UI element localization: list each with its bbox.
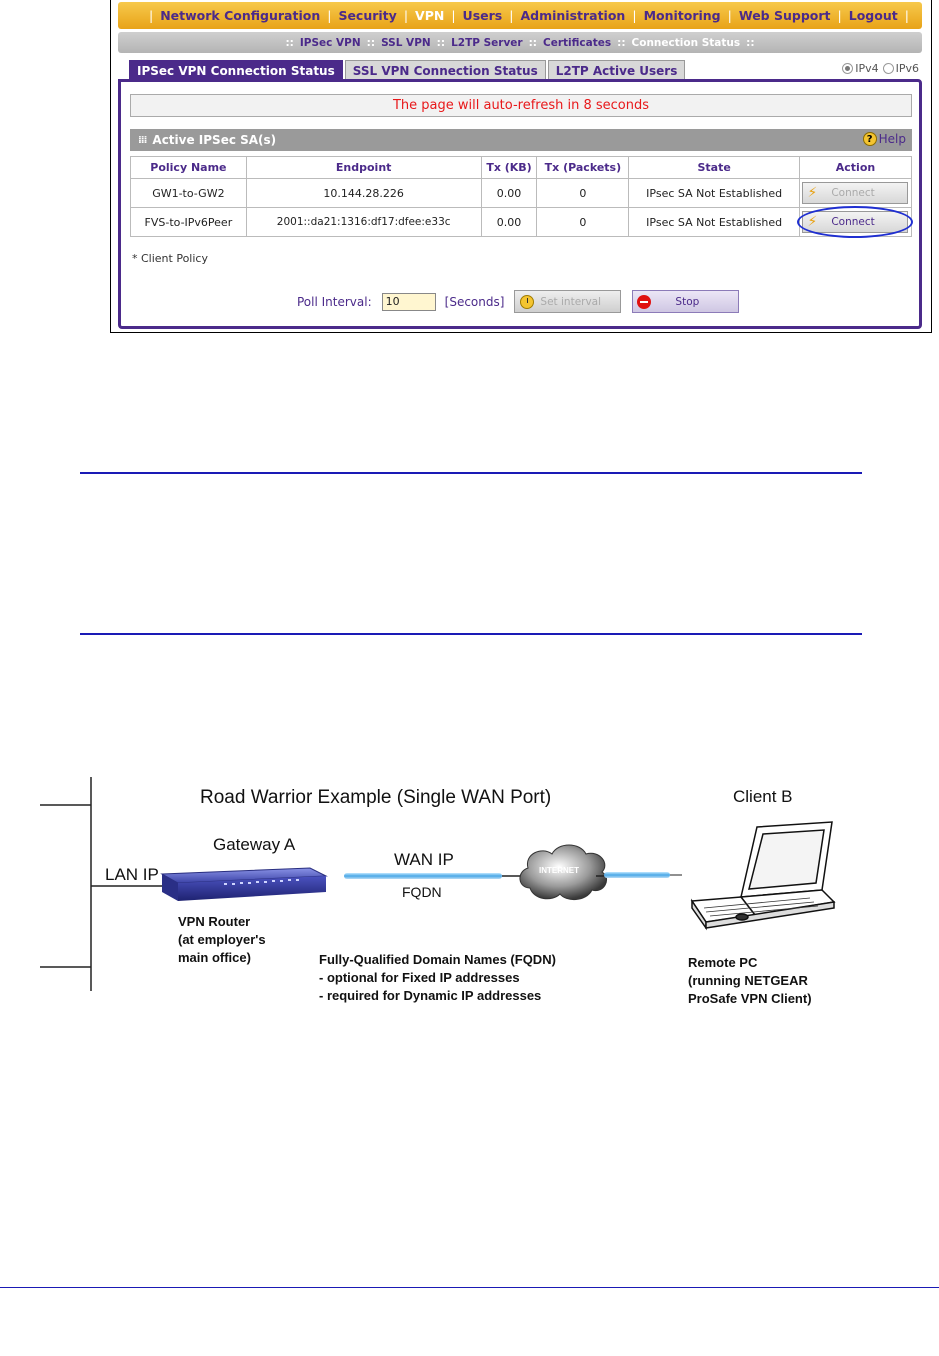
fqdn-caption (319, 951, 556, 1005)
subnav-item-connection-status[interactable]: Connection Status (631, 36, 741, 49)
gateway-a-label: Gateway A (213, 835, 296, 854)
internet-label: INTERNET (539, 866, 579, 875)
tx-kb-cell: 0.00 (481, 179, 537, 208)
column-header-tx-packets[interactable]: Tx (Packets) (537, 157, 629, 179)
pc-caption-line: Remote PC (688, 955, 758, 970)
vpn-router-icon (162, 868, 326, 901)
connect-button[interactable] (802, 211, 908, 233)
help-icon: ? (863, 132, 877, 146)
column-header-state[interactable]: State (629, 157, 800, 179)
tab-ssl-vpn-connection-status[interactable]: SSL VPN Connection Status (345, 60, 546, 80)
column-header-tx-kb[interactable]: Tx (KB) (481, 157, 537, 179)
state-cell: IPsec SA Not Established (629, 208, 800, 237)
nav-separator: | (451, 8, 456, 23)
fqdn-caption-line: - optional for Fixed IP addresses (319, 970, 520, 985)
footer-rule (0, 1287, 939, 1288)
subnav-separator: :: (528, 36, 538, 49)
table-row (131, 208, 912, 237)
horizontal-rule (80, 472, 862, 474)
stop-icon (637, 295, 651, 309)
nav-separator: | (327, 8, 332, 23)
subnav-separator: :: (366, 36, 376, 49)
nav-item-monitoring[interactable]: Monitoring (643, 8, 721, 23)
nav-separator: | (403, 8, 409, 23)
pc-caption (688, 954, 812, 1008)
pc-caption-line: ProSafe VPN Client) (688, 991, 812, 1006)
grip-icon: ⁞⁞⁞ (138, 134, 147, 146)
horizontal-rule (80, 633, 862, 635)
subnav-item-certificates[interactable]: Certificates (543, 36, 612, 49)
column-header-policy-name[interactable]: Policy Name (131, 157, 247, 179)
connect-label: Connect (831, 187, 875, 199)
router-caption-line: VPN Router (178, 914, 251, 929)
endpoint-cell: 10.144.28.226 (246, 179, 481, 208)
subnav-separator: :: (285, 36, 294, 49)
tx-packets-cell: 0 (537, 179, 629, 208)
state-cell: IPsec SA Not Established (629, 179, 800, 208)
set-interval-button[interactable] (514, 290, 621, 313)
nav-item-vpn[interactable]: VPN (415, 8, 445, 23)
nav-item-security[interactable]: Security (338, 8, 397, 23)
section-title: Active IPSec SA(s) (152, 133, 277, 147)
ipv4-radio[interactable] (842, 63, 853, 74)
router-caption (178, 913, 266, 967)
subnav-separator: :: (746, 36, 755, 49)
lan-ip-label: LAN IP (105, 865, 159, 884)
subnav-item-l2tp-server[interactable]: L2TP Server (451, 36, 523, 49)
lightning-bolt-icon: ⚡ (807, 214, 818, 230)
fqdn-caption-line: - required for Dynamic IP addresses (319, 988, 542, 1003)
sub-navigation-bar (118, 32, 922, 53)
subnav-separator: :: (617, 36, 626, 49)
fqdn-caption-line: Fully-Qualified Domain Names (FQDN) (319, 952, 556, 967)
tx-packets-cell: 0 (537, 208, 629, 237)
action-cell (799, 208, 911, 237)
nav-separator: | (509, 8, 514, 23)
column-header-endpoint[interactable]: Endpoint (246, 157, 481, 179)
tab-strip (129, 60, 687, 80)
table-row (131, 179, 912, 208)
client-b-label: Client B (733, 787, 793, 806)
action-cell (799, 179, 911, 208)
policy-name-cell: FVS-to-IPv6Peer (131, 208, 247, 237)
diagram-title: Road Warrior Example (Single WAN Port) (200, 787, 552, 808)
column-header-action[interactable]: Action (799, 157, 911, 179)
router-caption-line: main office) (178, 950, 251, 965)
pc-caption-line: (running NETGEAR (688, 973, 808, 988)
nav-separator: | (149, 8, 154, 23)
client-policy-note: * Client Policy (132, 252, 208, 265)
wan-link-tube (344, 873, 530, 879)
ui-screenshot-frame (110, 0, 932, 333)
ipv6-radio[interactable] (883, 63, 894, 74)
ipv6-label: IPv6 (895, 62, 919, 75)
stop-label: Stop (675, 295, 700, 308)
tx-kb-cell: 0.00 (481, 208, 537, 237)
nav-item-logout[interactable]: Logout (848, 8, 898, 23)
top-navigation-bar (118, 2, 922, 29)
nav-item-users[interactable]: Users (462, 8, 503, 23)
road-warrior-diagram (0, 770, 939, 1010)
subnav-separator: :: (436, 36, 446, 49)
nav-separator: | (904, 8, 909, 23)
poll-interval-row (121, 290, 919, 313)
help-label: Help (878, 132, 906, 146)
tab-l2tp-active-users[interactable]: L2TP Active Users (548, 60, 686, 80)
client-link-tube (596, 872, 682, 878)
nav-item-network-configuration[interactable]: Network Configuration (160, 8, 321, 23)
laptop-icon (692, 822, 834, 928)
nav-separator: | (837, 8, 842, 23)
content-panel (118, 79, 922, 329)
table-header-row (131, 157, 912, 179)
help-link[interactable] (863, 132, 906, 146)
wan-ip-label: WAN IP (394, 850, 454, 869)
stop-button[interactable] (632, 290, 739, 313)
tab-ipsec-vpn-connection-status[interactable]: IPSec VPN Connection Status (129, 60, 343, 80)
router-caption-line: (at employer's (178, 932, 266, 947)
connect-label: Connect (831, 216, 875, 228)
poll-interval-label: Poll Interval: (297, 294, 372, 309)
nav-separator: | (632, 8, 637, 23)
poll-interval-input[interactable] (382, 293, 436, 311)
subnav-item-ipsec-vpn[interactable]: IPSec VPN (299, 36, 361, 49)
policy-name-cell: GW1-to-GW2 (131, 179, 247, 208)
fqdn-label: FQDN (402, 884, 442, 900)
nav-separator: | (727, 8, 732, 23)
ip-version-toggle (842, 62, 919, 75)
nav-item-administration[interactable]: Administration (520, 8, 626, 23)
clock-icon (520, 295, 534, 309)
lightning-bolt-icon: ⚡ (807, 185, 818, 201)
set-interval-label: Set interval (540, 295, 602, 308)
poll-interval-unit: [Seconds] (444, 294, 505, 309)
ipv4-label: IPv4 (855, 62, 879, 75)
connect-button-disabled[interactable] (802, 182, 908, 204)
active-sa-table (130, 156, 912, 237)
nav-item-web-support[interactable]: Web Support (738, 8, 831, 23)
auto-refresh-message: The page will auto-refresh in 8 seconds (130, 94, 912, 117)
endpoint-cell: 2001::da21:1316:df17:dfee:e33c (246, 208, 481, 237)
subnav-item-ssl-vpn[interactable]: SSL VPN (381, 36, 431, 49)
active-ipsec-sa-header (130, 129, 912, 151)
